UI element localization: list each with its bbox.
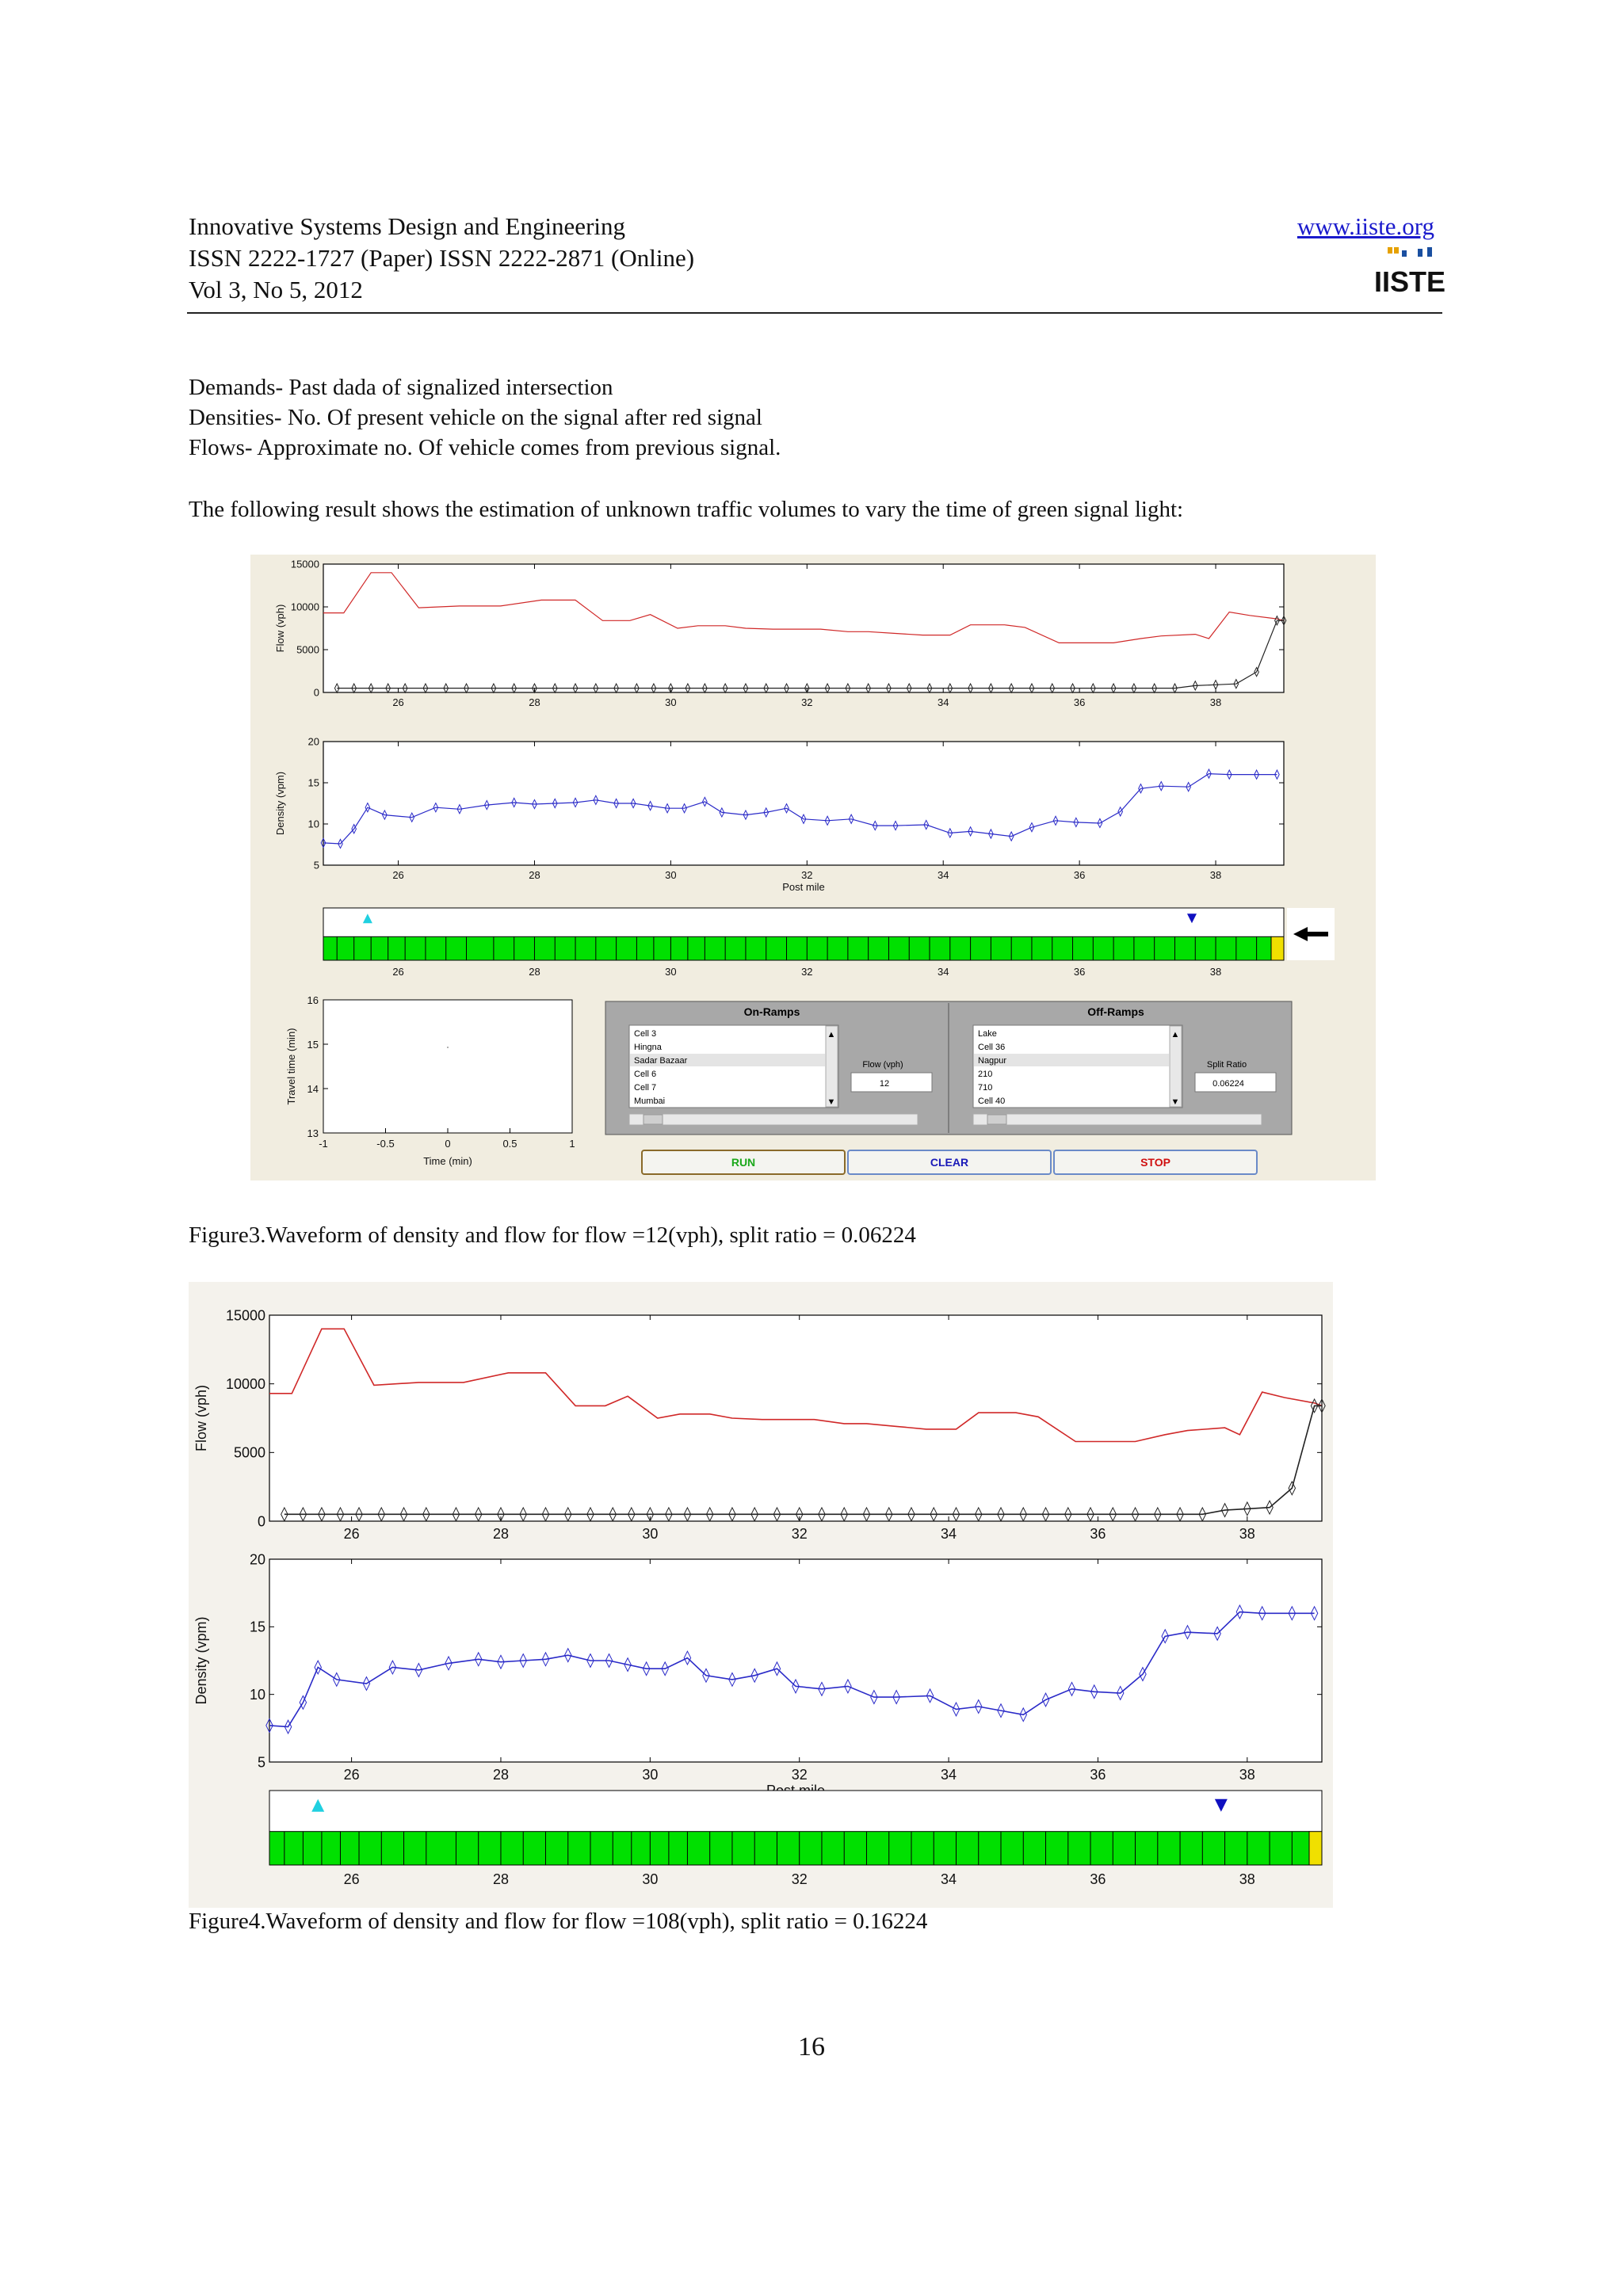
fig4-green-cells [269, 1832, 1309, 1865]
website-link[interactable]: www.iiste.org [1296, 212, 1434, 240]
onramps-field-box [851, 1073, 932, 1092]
offramps-list-item: 710 [978, 1083, 993, 1093]
densities-line: Densities- No. Of present vehicle on the signal after red signal [189, 405, 762, 430]
fig3-cell-xtick-label: 26 [392, 966, 404, 978]
offramps-scroll-up-icon: ▲ [1170, 1030, 1180, 1039]
fig4-flow-xtick-label: 38 [1239, 1526, 1255, 1542]
offramps-list-item: Lake [978, 1029, 997, 1039]
intro-paragraph: The following result shows the estimation of unknown traffic volumes to vary the time of green signal light: [189, 497, 1184, 522]
onramps-list-item: Cell 6 [634, 1070, 657, 1079]
fig3-flow-xtick-label: 34 [937, 696, 949, 708]
volume-line: Vol 3, No 5, 2012 [189, 276, 363, 303]
svg-text:IISTE: IISTE [1373, 265, 1446, 298]
figure3-gui [250, 555, 1376, 1180]
onramps-list-item: Hingna [634, 1043, 662, 1052]
fig3-travel-ytick: 15 [307, 1039, 319, 1051]
fig4-flow-xtick-label: 26 [343, 1526, 360, 1542]
fig3-travel-xtick: -1 [319, 1138, 328, 1150]
journal-title: Innovative Systems Design and Engineering [189, 212, 626, 240]
onramps-list-item: Mumbai [634, 1097, 666, 1106]
fig3-yellow-cell [1271, 936, 1284, 960]
fig3-density-ytick-label: 5 [313, 859, 319, 871]
fig3-density-ytick-label: 15 [307, 776, 319, 789]
offramps-list-item: Nagpur [978, 1056, 1007, 1066]
fig3-travel-xlabel: Time (min) [423, 1155, 472, 1167]
onramps-list-item: Sadar Bazaar [634, 1056, 688, 1066]
onramps-scroll-up-icon: ▲ [827, 1030, 836, 1039]
figure4-canvas [189, 1282, 1333, 1908]
onramps-scroll-down-icon: ▼ [827, 1097, 836, 1107]
fig3-travel-axes-box [323, 1000, 572, 1133]
fig3-travel-ylabel: Travel time (min) [285, 1028, 297, 1105]
fig3-travel-xtick: 0.5 [502, 1138, 517, 1150]
stop-button-label: STOP [1140, 1156, 1170, 1169]
fig3-density-xtick-label: 26 [392, 869, 404, 881]
fig4-density-ytick-label: 15 [249, 1619, 265, 1635]
fig3-density-xtick-label: 32 [801, 869, 813, 881]
fig4-density-axes-box [269, 1559, 1322, 1762]
fig3-flow-ylabel: Flow (vph) [274, 604, 286, 653]
fig3-flow-xtick-label: 30 [665, 696, 677, 708]
fig4-cell-xtick-label: 30 [642, 1871, 659, 1887]
fig3-travel-ytick: 13 [307, 1127, 319, 1139]
fig4-density-xtick-label: 36 [1090, 1767, 1106, 1783]
offramps-field-value: 0.06224 [1212, 1079, 1244, 1089]
offramps-hscroll-thumb [987, 1115, 1006, 1124]
onramps-hscrollbar [629, 1114, 918, 1125]
fig4-density-xtick-label: 30 [642, 1767, 659, 1783]
fig4-density-ytick-label: 20 [249, 1551, 265, 1568]
fig4-cell-xtick-label: 36 [1090, 1871, 1106, 1887]
fig4-density-xtick-label: 28 [492, 1767, 509, 1783]
fig3-flow-xtick-label: 26 [392, 696, 404, 708]
fig4-cell-xtick-label: 26 [343, 1871, 360, 1887]
offramps-list-item: 210 [978, 1070, 993, 1079]
fig3-travel-point [447, 1047, 449, 1048]
fig4-flow-ytick-label: 5000 [233, 1444, 265, 1461]
run-button-label: RUN [731, 1156, 756, 1169]
fig4-cell-xtick-label: 38 [1239, 1871, 1255, 1887]
clear-button-label: CLEAR [930, 1156, 969, 1169]
onramps-field-value: 12 [879, 1079, 890, 1089]
fig4-flow-xtick-label: 34 [941, 1526, 957, 1542]
fig3-cell-xtick-label: 30 [665, 966, 677, 978]
fig4-flow-ytick-label: 0 [257, 1513, 265, 1530]
fig4-yellow-cell [1309, 1832, 1322, 1865]
fig3-density-xtick-label: 30 [665, 869, 677, 881]
fig4-density-xtick-label: 38 [1239, 1767, 1255, 1783]
fig3-density-ylabel: Density (vpm) [274, 771, 286, 836]
fig3-flow-axes-box [323, 564, 1284, 692]
offramps-list-item: Cell 40 [978, 1097, 1006, 1106]
offramps-title: Off-Ramps [1087, 1005, 1144, 1018]
onramps-hscroll-thumb [643, 1115, 663, 1124]
fig3-density-ytick-label: 10 [307, 818, 319, 830]
fig4-density-xtick-label: 32 [791, 1767, 808, 1783]
fig4-flow-ylabel: Flow (vph) [193, 1384, 209, 1452]
onramps-list-item: Cell 3 [634, 1029, 657, 1039]
fig3-flow-xtick-label: 36 [1073, 696, 1086, 708]
iiste-logo [1373, 244, 1446, 301]
demands-line: Demands- Past dada of signalized intersection [189, 375, 613, 400]
fig3-cell-xtick-label: 38 [1209, 966, 1222, 978]
fig3-flow-ytick-label: 10000 [290, 601, 319, 613]
fig3-flow-xtick-label: 38 [1209, 696, 1222, 708]
fig4-flow-xtick-label: 32 [791, 1526, 808, 1542]
fig3-flow-xtick-label: 32 [801, 696, 813, 708]
issn-line: ISSN 2222-1727 (Paper) ISSN 2222-2871 (Online) [189, 244, 695, 272]
fig3-density-xtick-label: 34 [937, 869, 949, 881]
fig3-travel-ytick: 14 [307, 1083, 319, 1095]
fig4-flow-xtick-label: 30 [642, 1526, 659, 1542]
offramps-list-item: Cell 36 [978, 1043, 1006, 1052]
fig3-density-xtick-label: 36 [1073, 869, 1086, 881]
fig3-flow-ytick-label: 15000 [290, 558, 319, 570]
offramps-field-label: Split Ratio [1206, 1060, 1247, 1070]
figure4-plot [189, 1282, 1333, 1908]
fig3-flow-ytick-label: 0 [313, 686, 319, 699]
fig3-density-axes-box [323, 742, 1284, 865]
fig3-cell-xtick-label: 36 [1073, 966, 1086, 978]
fig3-cell-xtick-label: 28 [529, 966, 540, 978]
figure3-caption: Figure3.Waveform of density and flow for flow =12(vph), split ratio = 0.06224 [189, 1222, 916, 1248]
fig3-density-xtick-label: 38 [1209, 869, 1222, 881]
offramps-hscrollbar [973, 1114, 1262, 1125]
fig4-density-xtick-label: 34 [941, 1767, 957, 1783]
fig3-flow-ytick-label: 5000 [296, 643, 319, 656]
fig3-travel-xtick: -0.5 [376, 1138, 395, 1150]
onramps-list-item: Cell 7 [634, 1083, 657, 1093]
fig4-density-ytick-label: 10 [249, 1686, 265, 1703]
fig4-density-ylabel: Density (vpm) [193, 1616, 209, 1705]
onramps-title: On-Ramps [743, 1005, 800, 1018]
fig3-flow-xtick-label: 28 [529, 696, 540, 708]
fig4-flow-xtick-label: 28 [492, 1526, 509, 1542]
fig3-density-ytick-label: 20 [307, 735, 319, 748]
fig4-flow-ytick-label: 10000 [225, 1375, 265, 1392]
fig4-density-ytick-label: 5 [257, 1754, 265, 1771]
fig4-cell-xtick-label: 32 [791, 1871, 808, 1887]
fig3-travel-ytick: 16 [307, 994, 319, 1006]
fig3-travel-xtick: 0 [445, 1138, 451, 1150]
fig4-flow-axes-box [269, 1315, 1322, 1521]
onramps-field-label: Flow (vph) [862, 1060, 903, 1070]
fig4-cell-xtick-label: 28 [492, 1871, 509, 1887]
fig4-density-xtick-label: 26 [343, 1767, 360, 1783]
fig3-travel-xtick: 1 [569, 1138, 575, 1150]
header-rule [187, 312, 1442, 314]
page-number: 16 [798, 2032, 825, 2061]
fig3-density-xlabel: Post mile [782, 881, 825, 893]
flows-line: Flows- Approximate no. Of vehicle comes from previous signal. [189, 435, 781, 460]
offramps-scroll-down-icon: ▼ [1170, 1097, 1180, 1107]
fig4-flow-xtick-label: 36 [1090, 1526, 1106, 1542]
fig3-density-xtick-label: 28 [529, 869, 540, 881]
fig4-cell-xtick-label: 34 [941, 1871, 957, 1887]
fig4-flow-ytick-label: 15000 [225, 1307, 265, 1324]
fig3-cell-xtick-label: 34 [937, 966, 949, 978]
figure3-canvas [250, 555, 1376, 1180]
fig3-cell-xtick-label: 32 [801, 966, 813, 978]
fig3-green-cells [323, 936, 1271, 960]
figure4-caption: Figure4.Waveform of density and flow for flow =108(vph), split ratio = 0.16224 [189, 1909, 928, 1934]
